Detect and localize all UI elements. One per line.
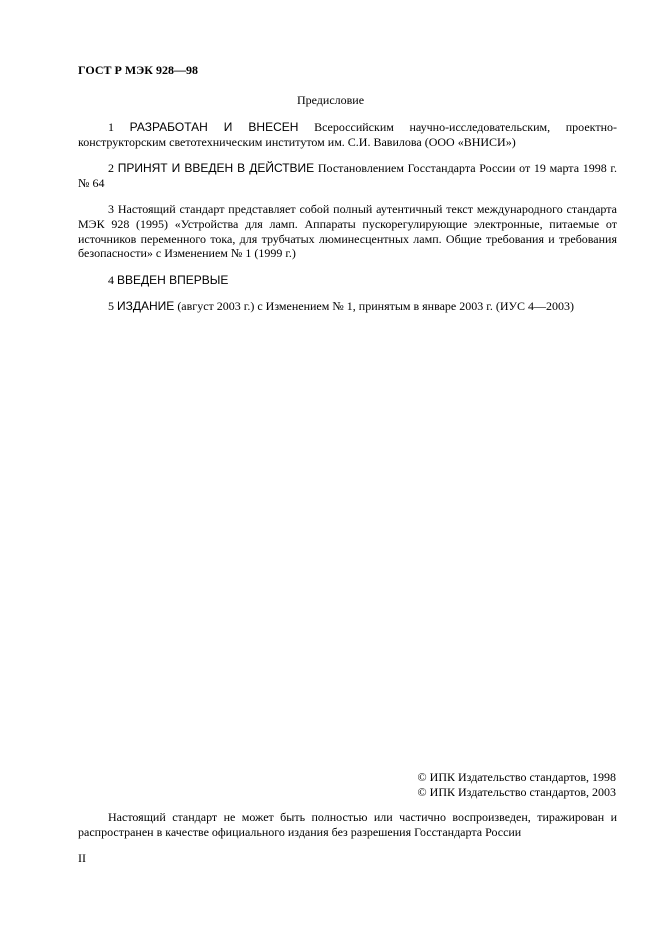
preface-body <box>78 120 617 326</box>
copyright-block <box>418 770 616 799</box>
document-code: ГОСТ Р МЭК 928—98 <box>78 63 198 77</box>
item-number: 2 <box>108 161 114 176</box>
preface-item-2 <box>78 161 617 190</box>
copyright-line: © ИПК Издательство стандартов, 1998 <box>417 770 616 784</box>
item-text: Настоящий стандарт представляет собой полный аутентичный текст международного стандарта МЭК 928 (1995) «Устройства для ламп. Аппараты пускорегулирующие электронные, питаемые от источников переменного тока, для трубчатых люминесцентных ламп. Общие требования и требования безопасности» с Изменением № 1 (1999 г.) <box>78 202 617 261</box>
item-lead: ПРИНЯТ И ВВЕДЕН В ДЕЙСТВИЕ <box>117 161 315 176</box>
item-text: Всероссийским научно-исследовательским, проектно-конструкторским светотехническим институтом им. С.И. Вавилова (ООО «ВНИСИ») <box>78 120 617 149</box>
item-text: Постановлением Госстандарта России от 19 марта 1998 г. № 64 <box>78 161 617 190</box>
item-number: 5 <box>108 299 114 314</box>
item-lead: ВВЕДЕН ВПЕРВЫЕ <box>117 272 229 287</box>
preface-item-5 <box>78 299 617 314</box>
preface-item-4 <box>78 273 617 288</box>
item-number: 1 <box>108 120 114 134</box>
item-text: (август 2003 г.) с Изменением № 1, принятым в январе 2003 г. (ИУС 4—2003) <box>177 299 574 314</box>
item-number: 4 <box>108 272 114 287</box>
item-lead: ИЗДАНИЕ <box>117 299 175 314</box>
copyright-line: © ИПК Издательство стандартов, 2003 <box>417 784 616 799</box>
page-title: Предисловие <box>296 93 365 107</box>
reproduction-notice: Настоящий стандарт не может быть полностью или частично воспроизведен, тиражирован и распространен в качестве официального издания без разрешения Госстандарта России <box>78 810 617 839</box>
preface-item-1 <box>78 120 617 149</box>
item-lead: РАЗРАБОТАН И ВНЕСЕН <box>129 120 299 134</box>
item-number: 3 <box>108 202 114 217</box>
preface-item-3 <box>78 202 617 260</box>
page-number: II <box>78 851 86 865</box>
